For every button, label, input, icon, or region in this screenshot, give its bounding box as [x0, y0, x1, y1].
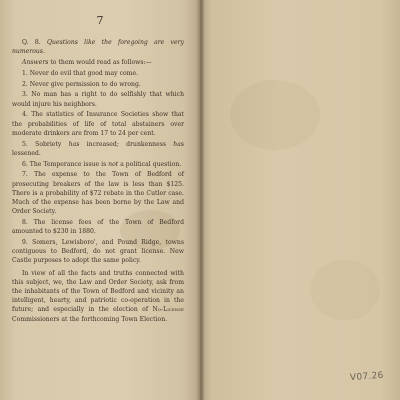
item-text: Somers, Lewisboro', and Pound Ridge, towns contiguous to Bedford, do not grant license. New Castle purposes to adopt the same policy. [12, 239, 184, 265]
item-number: 2. [22, 80, 28, 88]
list-item-1 [12, 69, 184, 78]
item-emphasis: has [173, 140, 184, 148]
answers-rest: to them would read as follows:— [48, 59, 152, 66]
item-text: The expense to the Town of Bedford of prosecuting breakers of the law is less than $125. There is a probability of $72 rebate in the Cutler case. Much of the expense has been borne by the Law and Order Society. [12, 171, 184, 216]
item-number: 8. [22, 219, 28, 226]
question-paragraph [12, 38, 184, 56]
catalog-mark: V07.26 [349, 370, 385, 384]
item-text: Never do evil that good may come. [29, 69, 139, 77]
page-number: 7 [96, 14, 104, 27]
item-text: The license fees of the Town of Bedford amounted to $230 in 1880. [12, 219, 184, 236]
list-item-5 [12, 140, 184, 158]
closing-text: Commissioners at the forthcoming Town Election. [12, 315, 168, 323]
list-item-9 [12, 238, 184, 266]
paper-stain [230, 80, 320, 150]
list-item-4 [12, 110, 184, 138]
item-number: 6. [22, 160, 28, 168]
item-emphasis: not [108, 160, 119, 168]
closing-small-caps: No-License [152, 306, 184, 314]
item-number: 5. [22, 140, 28, 148]
item-text: a political question. [118, 160, 182, 168]
book-gutter [196, 0, 205, 400]
right-page [200, 0, 400, 400]
item-number: 1. [22, 69, 28, 77]
item-text: increased; drunkenness [79, 140, 174, 148]
list-item-2 [12, 80, 184, 89]
answers-word: Answers [22, 59, 49, 66]
list-item-3 [12, 90, 184, 108]
item-emphasis: has [68, 140, 80, 148]
item-text: Sobriety [35, 140, 69, 148]
answers-paragraph [12, 58, 184, 67]
list-item-8 [12, 218, 184, 236]
paper-stain [310, 260, 380, 320]
item-text: The statistics of Insurance Societies show that the probabilities of life of total abstainers over moderate drinkers are from 17 to 24 per cent. [12, 111, 184, 137]
item-number: 4. [22, 111, 28, 119]
item-text: No man has a right to do selfishly that which would injure his neighbors. [12, 91, 185, 108]
item-text: Never give permission to do wrong. [29, 80, 141, 88]
question-text: Questions like the foregoing are very numerous. [12, 39, 185, 56]
list-item-6 [12, 160, 184, 169]
item-text: The Temperance issue is [29, 160, 109, 168]
item-text: lessened. [12, 149, 41, 157]
page-text [12, 38, 184, 325]
question-label: Q. 8. [22, 39, 41, 46]
closing-text: In view of all the facts and truths connected with this subject, we, the Law and Order Society, ask from the inhabitants of the Town of Bedford and vicinity an intelligent, hearty, and patriotic co-operation in the future; and especially in the election of [12, 269, 184, 314]
closing-paragraph [12, 269, 184, 324]
list-item-7 [12, 170, 184, 216]
item-number: 9. [22, 239, 28, 246]
item-number: 3. [22, 91, 28, 99]
item-number: 7. [22, 171, 28, 179]
